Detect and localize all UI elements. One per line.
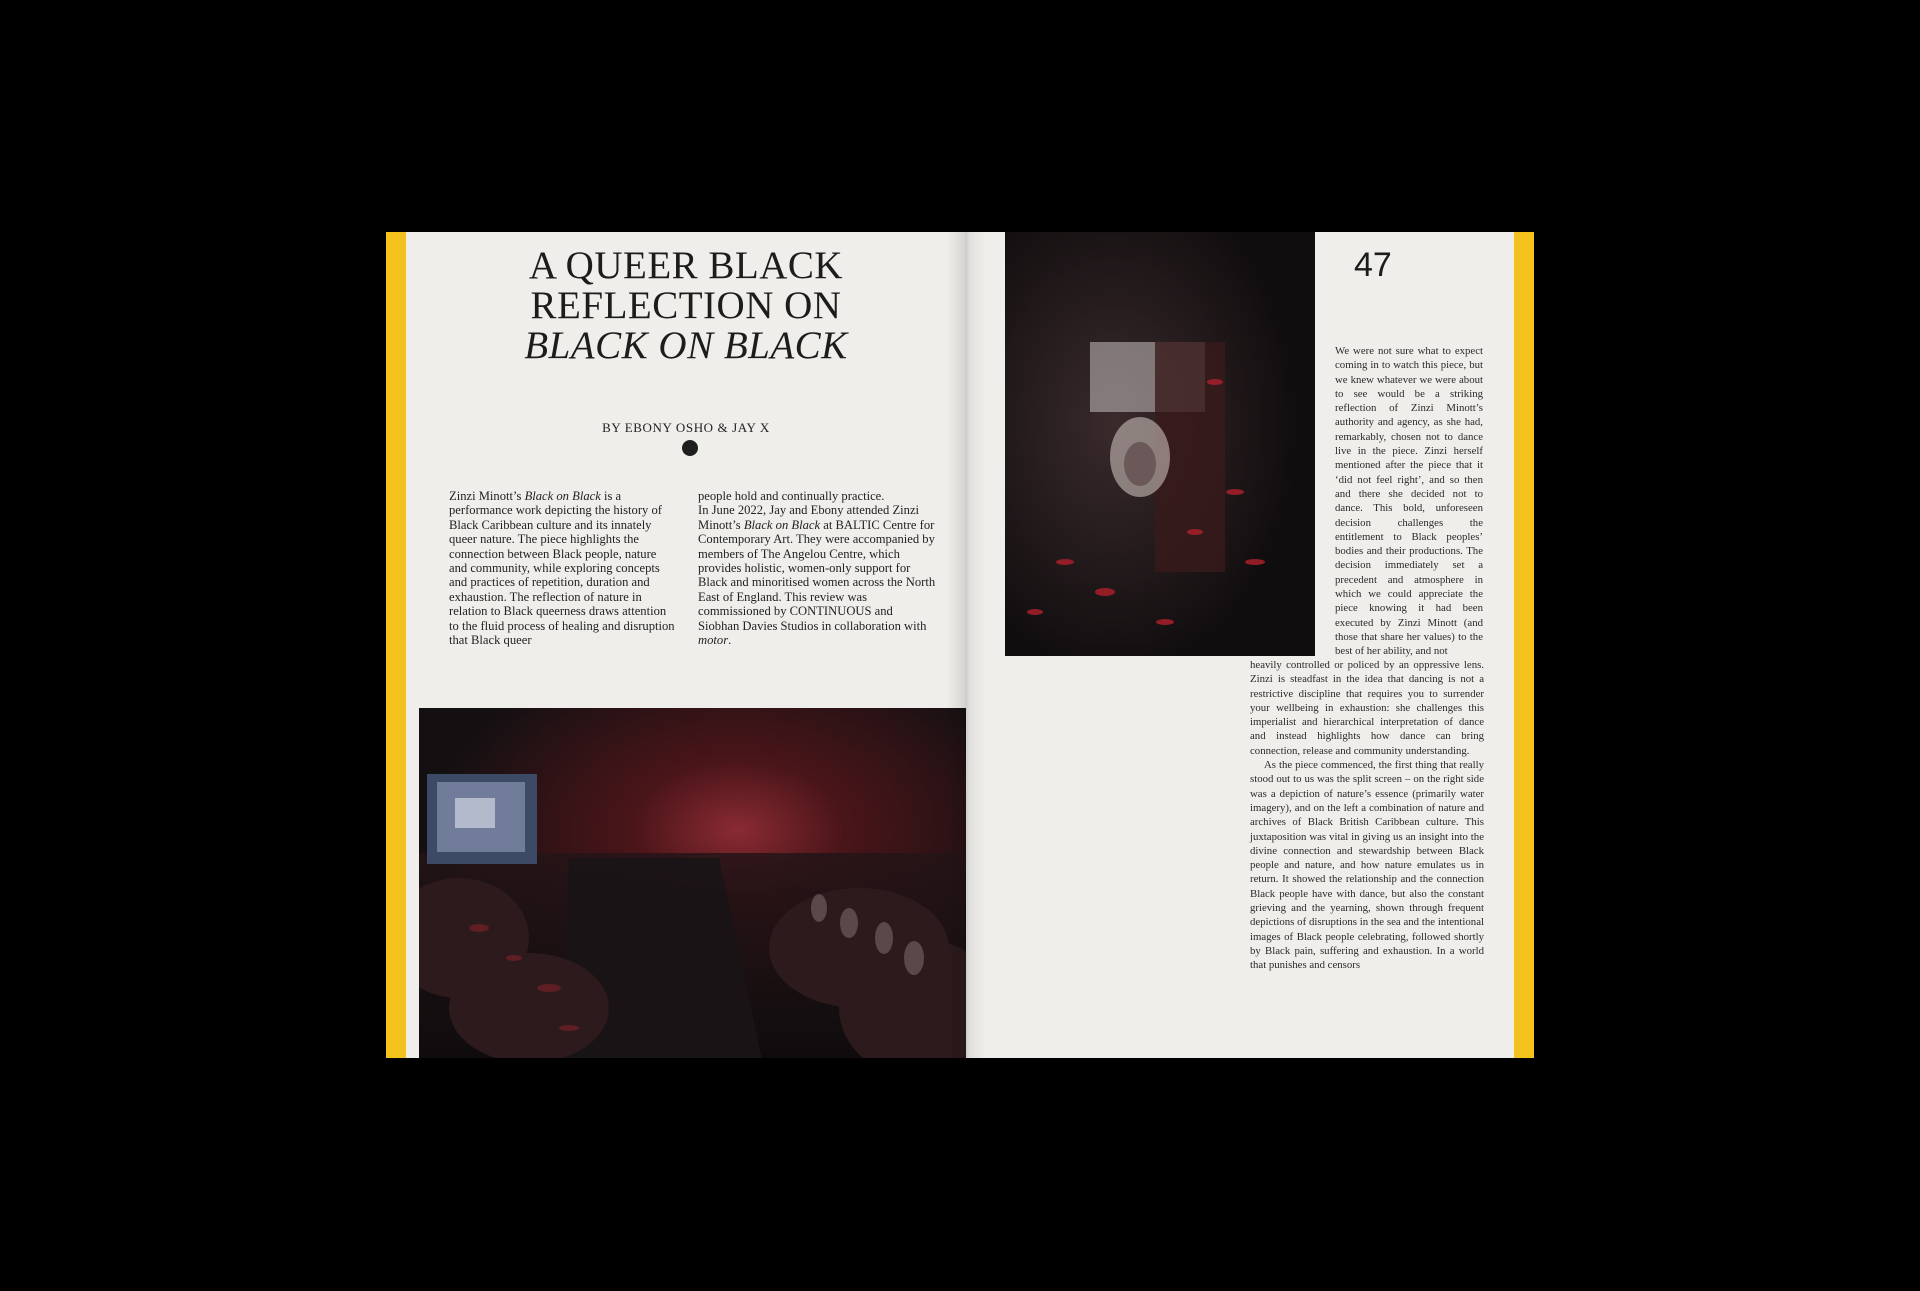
right-page — [966, 232, 1514, 1058]
divider-dot — [682, 440, 698, 456]
body-column-wide — [1250, 658, 1484, 973]
performance-photo — [419, 708, 966, 1058]
body-paragraph-2: As the piece commenced, the first thing that really stood out to us was the split screen – on the right side was a depiction of nature’s essence (primarily water imagery), and on the left a combination of nature and archives of Black British Caribbean culture. This juxtaposition was vital in giving us an insight into the divine connection and stewardship between Black people and nature, and how nature emulates us in return. It showed the relationship and the connection Black people have with dance, but also the constant grieving and the yearning, shown through frequent depictions of disruptions in the sea and the intentional images of Black people celebrating, followed shortly by Black pain, suffering and exhaustion. In a world that punishes and censors — [1250, 759, 1484, 972]
article-title — [406, 246, 966, 366]
intro-col2-text: In June 2022, Jay and Ebony attended Zinzi Minott’s — [698, 503, 920, 532]
intro-text-rest: is a performance work depicting the history of Black Caribbean culture and its innately queer nature. The piece highlights the connection between Black people, nature and community, while exploring concepts and practices of repetition, duration and exhaustion. The reflection of nature in relation to Black queerness draws attention to the fluid process of healing and disruption that Black queer — [449, 489, 675, 648]
title-line-3: BLACK ON BLACK — [524, 324, 848, 367]
body-column-narrow — [1335, 344, 1483, 659]
dancer-photo — [1005, 232, 1315, 656]
title-line-2: REFLECTION ON — [530, 284, 842, 327]
cover-edge-left — [386, 232, 406, 1058]
intro-col2-motor: motor — [698, 633, 729, 648]
spine-shadow — [946, 232, 986, 1058]
intro-col2-work-title: Black on Black — [743, 517, 821, 532]
intro-text-start: Zinzi Minott’s — [449, 489, 525, 503]
page-number: 47 — [1354, 246, 1392, 284]
body-paragraph-1-cont: heavily controlled or policed by an oppressive lens. Zinzi is steadfast in the idea that dancing is not a restrictive discipline that requires you to surrender your wellbeing in exhaustion: she challenges this imperialist and hierarchical interpretation of dance and instead highlights how dance can bring connection, release and community understanding. — [1250, 659, 1484, 757]
left-page — [406, 232, 966, 1058]
intro-column-2 — [698, 489, 936, 647]
intro-col2-text-cont: at BALTIC Centre for Contemporary Art. They were accompanied by members of The Angelou Centre, which provides holistic, women-only support for Black and minoritised women across the North East of England. This review was commissioned by CONTINUOUS and Siobhan Davies Studios in collaboration with — [698, 517, 936, 633]
intro-col2-end: . — [728, 633, 732, 648]
performance-photo-image — [419, 708, 966, 1058]
byline: BY EBONY OSHO & JAY X — [602, 420, 770, 435]
title-line-1: A QUEER BLACK — [528, 244, 844, 287]
dancer-photo-image — [1005, 232, 1315, 656]
intro-col2-line: people hold and continually practice. — [698, 489, 885, 503]
intro-column-1 — [449, 489, 677, 647]
intro-work-title: Black on Black — [524, 489, 601, 503]
intro-col2-paragraph — [698, 503, 936, 647]
body-paragraph-1: We were not sure what to expect coming in to watch this piece, but we knew whatever we were about to see would be a striking reflection of Zinzi Minott’s authority and agency, as she had, remarkably, chosen not to dance live in the piece. Zinzi herself mentioned after the piece that it ‘did not feel right’, and so then and there she decided not to dance. This bold, unforeseen decision challenges the entitlement to Black peoples’ bodies and their productions. The decision immediately set a precedent and atmosphere in which we could appreciate the piece knowing it had been executed by Zinzi Minott (and those that share her values) to the best of her ability, and not — [1335, 345, 1483, 658]
